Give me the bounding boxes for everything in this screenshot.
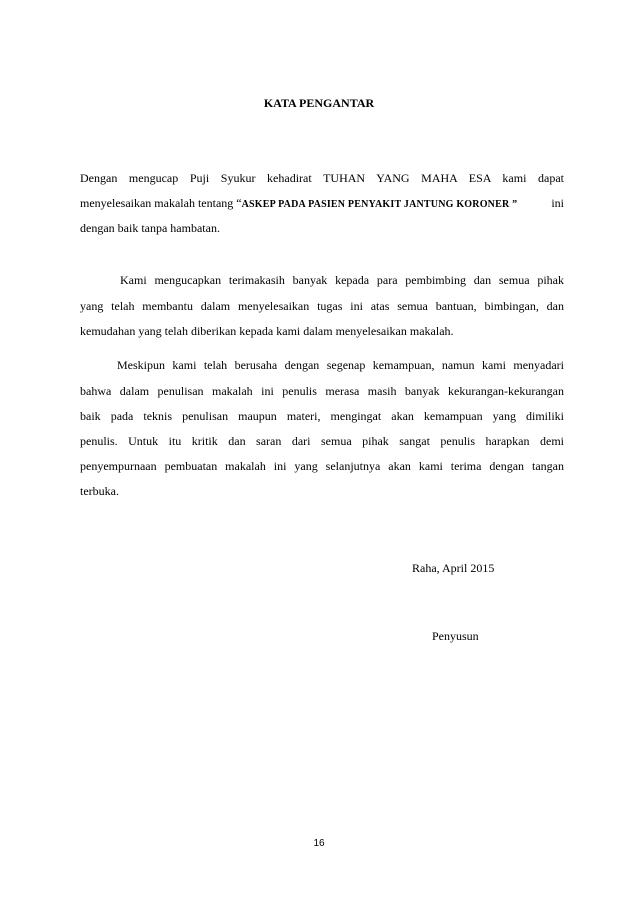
paragraph-1-line-2-end: ini [551, 196, 564, 210]
paragraph-2-line-2: yang telah membantu dalam menyelesaikan tugas ini atas semua bantuan, bimbingan, dan [80, 299, 564, 313]
paragraph-2-line-3: kemudahan yang telah diberikan kepada kami dalam menyelesaikan makalah. [80, 324, 454, 338]
makalah-topic: ASKEP PADA PASIEN PENYAKIT JANTUNG KORONER ” [241, 199, 518, 210]
paragraph-1-line-3: dengan baik tanpa hambatan. [80, 221, 220, 235]
paragraph-1-line-1: Dengan mengucap Puji Syukur kehadirat TUHAN YANG MAHA ESA kami dapat [80, 171, 564, 185]
page-title: KATA PENGANTAR [263, 96, 375, 110]
author-signature-label: Penyusun [432, 629, 479, 643]
paragraph-2-line-1: Kami mengucapkan terimakasih banyak kepada para pembimbing dan semua pihak [120, 273, 564, 287]
paragraph-1-line-2 [80, 195, 564, 211]
place-date: Raha, April 2015 [412, 561, 495, 575]
paragraph-3-line-4: penulis. Untuk itu kritik dan saran dari semua pihak sangat penulis harapkan demi [80, 434, 564, 448]
paragraph-3-line-5: penyempurnaan pembuatan makalah ini yang selanjutnya akan kami terima dengan tangan [80, 459, 564, 473]
paragraph-3-line-2: bahwa dalam penulisan makalah ini penulis merasa masih banyak kekurangan-kekurangan [80, 384, 564, 398]
paragraph-3-line-3: baik pada teknis penulisan maupun materi, mengingat akan kemampuan yang dimiliki [80, 409, 564, 423]
paragraph-3-line-6: terbuka. [80, 484, 119, 498]
paragraph-1-line-2-text: menyelesaikan makalah tentang “ [80, 196, 242, 210]
page-number: 16 [313, 838, 325, 849]
paragraph-3-line-1: Meskipun kami telah berusaha dengan segenap kemampuan, namun kami menyadari [117, 358, 564, 372]
